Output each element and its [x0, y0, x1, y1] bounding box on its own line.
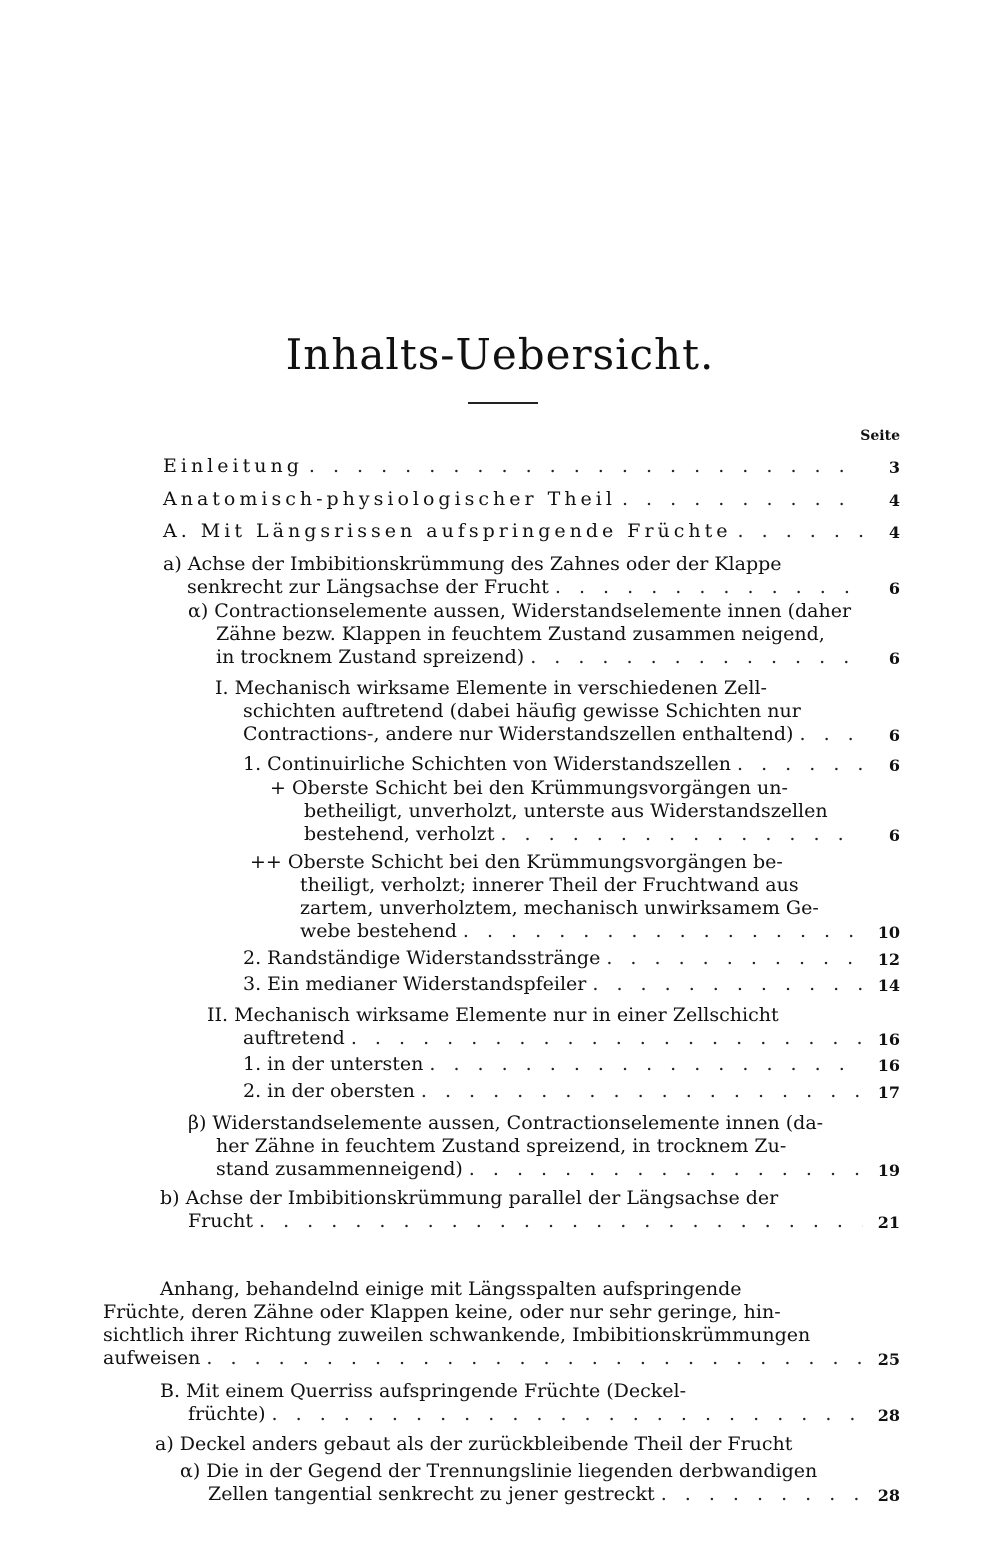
toc-entry-line: α) Contractionselemente aussen, Widerstandselemente innen (daher — [188, 600, 852, 622]
dot-leader — [463, 920, 863, 943]
toc-entry-lastline — [103, 1347, 863, 1370]
toc-entry-text: 3. Ein medianer Widerstandspfeiler — [243, 973, 587, 995]
dot-leader — [259, 1210, 863, 1233]
toc-entry-lastline — [188, 646, 863, 669]
toc-entry-plus-oberste — [270, 777, 863, 846]
toc-entry-lastline — [163, 455, 863, 478]
page-number: 10 — [877, 923, 900, 942]
toc-entry-text: aufweisen — [103, 1347, 201, 1369]
page-number: 6 — [888, 579, 900, 598]
page-number: 6 — [888, 649, 900, 668]
toc-entry-text: Einleitung — [163, 455, 303, 477]
page-number: 14 — [877, 976, 900, 995]
toc-entry-einleitung — [163, 455, 863, 478]
toc-entry-text: stand zusammenneigend) — [216, 1158, 463, 1180]
dot-leader — [799, 723, 863, 746]
toc-entry-line: ++ Oberste Schicht bei den Krümmungsvorgängen be- — [250, 851, 783, 873]
toc-entry-alpha-gegend — [180, 1460, 863, 1506]
dot-leader — [592, 973, 863, 996]
dot-leader — [429, 1053, 863, 1076]
toc-entry-lastline — [180, 1483, 863, 1506]
page-number: 3 — [888, 458, 900, 477]
toc-entry-lastline — [163, 520, 863, 543]
toc-entry-line: I. Mechanisch wirksame Elemente in verschiedenen Zell- — [215, 677, 767, 699]
dot-leader — [737, 753, 863, 776]
dot-leader — [500, 823, 863, 846]
toc-entry-lastline — [188, 1158, 863, 1181]
page-number: 16 — [877, 1056, 900, 1075]
toc-entry-b-achse — [160, 1187, 863, 1233]
toc-entry-anhang — [103, 1278, 863, 1370]
toc-entry-lastline — [215, 723, 863, 746]
toc-entry-text: in trocknem Zustand spreizend) — [216, 646, 525, 668]
toc-entry-lastline — [243, 1080, 863, 1103]
toc-entry-text: auftretend — [243, 1027, 345, 1049]
toc-entry-a-achse — [163, 553, 863, 599]
toc-entry-a-laengsrisse — [163, 520, 863, 543]
seite-column-header: Seite — [860, 428, 900, 444]
toc-entry-text: webe bestehend — [300, 920, 457, 942]
page-number: 4 — [888, 491, 900, 510]
toc-entry-text: Zellen tangential senkrecht zu jener gestreckt — [208, 1483, 655, 1505]
toc-entry-line: + Oberste Schicht bei den Krümmungsvorgängen un- — [270, 777, 788, 799]
toc-entry-a-deckel — [155, 1433, 863, 1456]
toc-entry-text: bestehend, verholzt — [304, 823, 495, 845]
page-title: Inhalts-Uebersicht. — [285, 330, 715, 379]
toc-entry-line: II. Mechanisch wirksame Elemente nur in einer Zellschicht — [207, 1004, 779, 1026]
toc-entry-1-continuirliche — [243, 753, 863, 776]
page-number: 16 — [877, 1030, 900, 1049]
toc-entry-line: Früchte, deren Zähne oder Klappen keine, oder nur sehr geringe, hin- — [103, 1301, 781, 1323]
page-number: 6 — [888, 826, 900, 845]
dot-leader — [351, 1027, 863, 1050]
toc-entry-II-mechanisch — [207, 1004, 863, 1050]
toc-entry-line: Zähne bezw. Klappen in feuchtem Zustand zusammen neigend, — [216, 623, 825, 645]
dot-leader — [309, 455, 863, 478]
dot-leader — [421, 1080, 863, 1103]
toc-entry-B-querriss — [160, 1380, 863, 1426]
page-number: 6 — [888, 726, 900, 745]
page-number: 21 — [877, 1213, 900, 1232]
page-number: 28 — [877, 1406, 900, 1425]
toc-entry-1-untersten — [243, 1053, 863, 1076]
dot-leader — [661, 1483, 863, 1506]
toc-entry-line: B. Mit einem Querriss aufspringende Früchte (Deckel- — [160, 1380, 687, 1402]
toc-entry-line: schichten auftretend (dabei häufig gewisse Schichten nur — [243, 700, 801, 722]
toc-entry-line: b) Achse der Imbibitionskrümmung parallel der Längsachse der — [160, 1187, 779, 1209]
toc-entry-line: theiligt, verholzt; innerer Theil der Fruchtwand aus — [300, 874, 799, 896]
toc-entry-lastline — [207, 1027, 863, 1050]
toc-entry-line: sichtlich ihrer Richtung zuweilen schwankende, Imbibitionskrümmungen — [103, 1324, 811, 1346]
toc-entry-line: zartem, unverholztem, mechanisch unwirksamem Ge- — [300, 897, 819, 919]
page-number: 17 — [877, 1083, 900, 1102]
toc-entry-text: 2. in der obersten — [243, 1080, 415, 1102]
toc-entry-lastline — [243, 973, 863, 996]
toc-entry-text: Frucht — [188, 1210, 254, 1232]
toc-entry-text: Anatomisch-physiologischer Theil — [163, 488, 616, 510]
toc-entry-text: a) Deckel anders gebaut als der zurückbleibende Theil der Frucht — [155, 1433, 793, 1455]
title-rule — [468, 402, 538, 404]
toc-entry-anatomisch — [163, 488, 863, 511]
toc-entry-lastline — [243, 947, 863, 970]
dot-leader — [272, 1403, 863, 1426]
dot-leader — [530, 646, 863, 669]
toc-entry-text: 1. Continuirliche Schichten von Widerstandszellen — [243, 753, 732, 775]
toc-entry-alpha-contraction — [188, 600, 863, 669]
dot-leader — [206, 1347, 863, 1370]
toc-entry-lastline — [163, 576, 863, 599]
toc-entry-text: 1. in der untersten — [243, 1053, 424, 1075]
page-number: 4 — [888, 523, 900, 542]
toc-entry-text: A. Mit Längsrissen aufspringende Früchte — [163, 520, 732, 542]
toc-entry-I-mechanisch — [215, 677, 863, 746]
page-number: 12 — [877, 950, 900, 969]
toc-entry-text: früchte) — [188, 1403, 266, 1425]
toc-entry-line: Anhang, behandelnd einige mit Längsspalten aufspringende — [160, 1278, 742, 1300]
toc-entry-lastline — [243, 753, 863, 776]
page-number: 19 — [877, 1161, 900, 1180]
toc-entry-lastline — [163, 488, 863, 511]
toc-entry-2-randstaendige — [243, 947, 863, 970]
toc-entry-lastline — [160, 1210, 863, 1233]
dot-leader — [622, 488, 863, 511]
page-number: 28 — [877, 1486, 900, 1505]
toc-entry-text: senkrecht zur Längsachse der Frucht — [187, 576, 549, 598]
toc-entry-lastline — [155, 1433, 863, 1456]
toc-entry-line: a) Achse der Imbibitionskrümmung des Zahnes oder der Klappe — [163, 553, 782, 575]
page-number: 25 — [877, 1350, 900, 1369]
toc-entry-line: β) Widerstandselemente aussen, Contractionselemente innen (da- — [188, 1112, 824, 1134]
toc-entry-plusplus-oberste — [250, 851, 863, 943]
page-number: 6 — [888, 756, 900, 775]
toc-entry-text: 2. Randständige Widerstandsstränge — [243, 947, 601, 969]
toc-entry-2-obersten — [243, 1080, 863, 1103]
toc-entry-lastline — [270, 823, 863, 846]
toc-entry-line: her Zähne in feuchtem Zustand spreizend, in trocknem Zu- — [216, 1135, 787, 1157]
toc-entry-text: Contractions-, andere nur Widerstandszellen enthaltend) — [243, 723, 794, 745]
dot-leader — [469, 1158, 863, 1181]
toc-entry-3-medianer — [243, 973, 863, 996]
toc-entry-line: betheiligt, unverholzt, unterste aus Widerstandszellen — [304, 800, 828, 822]
toc-entry-lastline — [243, 1053, 863, 1076]
dot-leader — [555, 576, 863, 599]
dot-leader — [738, 520, 863, 543]
toc-entry-beta-widerstand — [188, 1112, 863, 1181]
toc-entry-lastline — [250, 920, 863, 943]
dot-leader — [606, 947, 863, 970]
toc-entry-lastline — [160, 1403, 863, 1426]
toc-entry-line: α) Die in der Gegend der Trennungslinie liegenden derbwandigen — [180, 1460, 818, 1482]
